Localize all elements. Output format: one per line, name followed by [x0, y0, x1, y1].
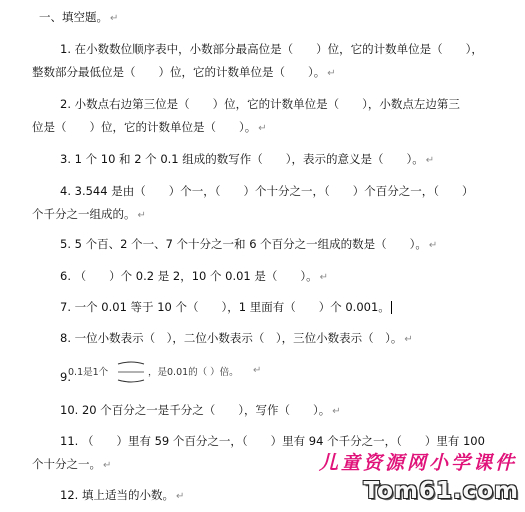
question-4-line-2: 个千分之一组成的。 ↵ [32, 207, 146, 221]
paragraph-mark-icon: ↵ [425, 155, 435, 166]
watermark-logo: Tom61.com [363, 478, 519, 504]
site-watermark [314, 448, 519, 512]
question-7: 7. 一个 0.01 等于 10 个（ ），1 里面有（ ）个 0.001。 [60, 300, 390, 314]
paragraph-mark-icon: ↵ [175, 491, 185, 502]
section-heading: 一、填空题。 ↵ [39, 10, 119, 24]
question-3: 3. 1 个 10 和 2 个 0.1 组成的数写作（ ），表示的意义是（ ）。 ↵ [60, 152, 435, 166]
paragraph-mark-icon: ↵ [332, 406, 341, 417]
paragraph-mark-icon: ↵ [137, 210, 146, 221]
q9-text-part-2: ，是0.01的（ ）倍。 [148, 367, 239, 378]
question-1-line-1: 1. 在小数数位顺序表中，小数部分最高位是（ ）位，它的计数单位是（ ）， [60, 42, 483, 56]
q9-brace-blanks [116, 361, 146, 383]
paragraph-mark-icon: ↵ [428, 240, 438, 251]
question-11-line-1: 11. （ ）里有 59 个百分之一，（ ）里有 94 个千分之一，（ ）里有 100 [60, 434, 485, 448]
question-5: 5. 5 个百、2 个一、7 个十分之一和 6 个百分之一组成的数是（ ）。 ↵ [60, 237, 438, 251]
q9-text-part-1: 0.1是1个 [68, 367, 109, 378]
paragraph-mark-icon: ↵ [103, 460, 112, 471]
question-10: 10. 20 个百分之一是千分之（ ），写作（ ）。 ↵ [60, 403, 341, 417]
question-11-line-2: 个十分之一。 ↵ [32, 457, 112, 471]
paragraph-mark-icon: ↵ [404, 334, 413, 345]
question-12: 12. 填上适当的小数。 ↵ [60, 488, 185, 502]
question-2-line-2: 位是（ ）位，它的计数单位是（ ）。 ↵ [32, 120, 267, 134]
paragraph-mark-icon: ↵ [258, 123, 267, 134]
paragraph-mark-icon: ↵ [110, 13, 119, 24]
question-1-line-2: 整数部分最低位是（ ）位，它的计数单位是（ ）。 ↵ [32, 65, 336, 79]
paragraph-mark-icon: ↵ [319, 272, 329, 283]
question-6: 6. （ ）个 0.2 是 2，10 个 0.01 是（ ）。 ↵ [60, 269, 329, 283]
question-9-number: 9. [60, 370, 71, 384]
watermark-title: 儿童资源网小学课件 [318, 452, 517, 474]
text-cursor[interactable] [391, 301, 392, 314]
question-8: 8. 一位小数表示（ ），二位小数表示（ ），三位小数表示（ ）。 ↵ [60, 331, 413, 345]
question-4-line-1: 4. 3.544 是由（ ）个一，（ ）个十分之一，（ ）个百分之一，（ ） [60, 184, 474, 198]
paragraph-mark-icon: ↵ [253, 365, 262, 376]
question-2-line-1: 2. 小数点右边第三位是（ ）位，它的计数单位是（ ），小数点左边第三 [60, 97, 460, 111]
paragraph-mark-icon: ↵ [327, 68, 336, 79]
